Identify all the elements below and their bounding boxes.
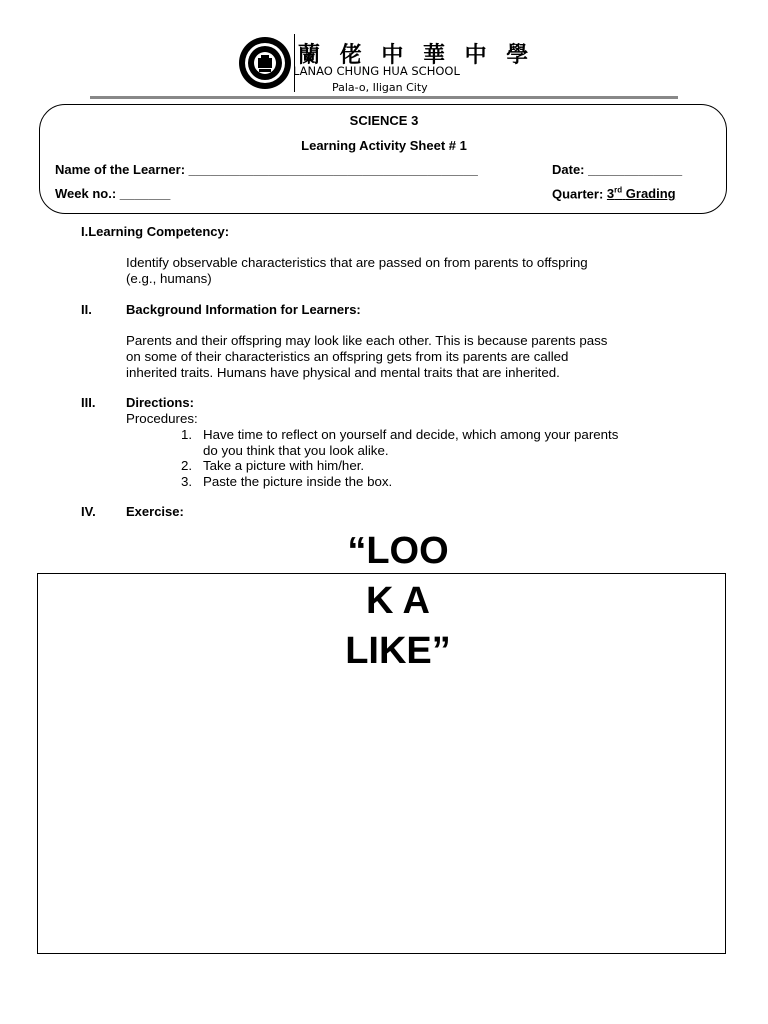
exercise-heading: Exercise:	[126, 504, 184, 519]
exercise-title	[258, 526, 538, 676]
bg-line: inherited traits. Humans have physical and mental traits that are inherited.	[126, 365, 560, 380]
bg-heading: Background Information for Learners:	[126, 302, 361, 317]
header-rule	[90, 96, 678, 99]
bg-number: II.	[81, 302, 92, 317]
school-seal-icon	[238, 36, 292, 90]
quarter-label: Quarter:	[552, 186, 604, 202]
directions-heading: Directions:	[126, 395, 194, 410]
learner-name-row	[55, 162, 478, 177]
learner-name-label: Name of the Learner:	[55, 162, 186, 177]
step-text: Paste the picture inside the box.	[203, 474, 393, 489]
step-number: 1.	[181, 427, 193, 442]
competency-heading: I.Learning Competency:	[81, 224, 230, 239]
competency-line: Identify observable characteristics that are passed on from parents to offspring	[126, 255, 588, 270]
step-number: 3.	[181, 474, 193, 489]
procedures-label: Procedures:	[126, 411, 198, 426]
exercise-title-line: “LOO	[347, 530, 449, 572]
school-name: LANAO CHUNG HUA SCHOOL	[293, 64, 460, 78]
exercise-number: IV.	[81, 504, 96, 519]
competency-line: (e.g., humans)	[126, 271, 212, 286]
step-text	[203, 427, 618, 459]
competency-text	[126, 255, 588, 287]
quarter-number: 3	[606, 186, 615, 202]
header-divider	[294, 34, 295, 92]
step-line: Have time to reflect on yourself and decide, which among your parents	[203, 427, 619, 442]
quarter-value	[607, 186, 676, 201]
week-row	[55, 186, 170, 201]
week-blank[interactable]: _______	[119, 186, 171, 201]
step-text: Take a picture with him/her.	[203, 458, 365, 473]
bg-text	[126, 333, 607, 381]
step-line: do you think that you look alike.	[203, 443, 389, 458]
bg-line: Parents and their offspring may look like each other. This is because parents pass	[126, 333, 608, 348]
quarter-suffix: rd	[614, 186, 623, 195]
week-label: Week no.:	[55, 186, 117, 201]
exercise-title-line: LIKE”	[345, 630, 451, 672]
step-number: 2.	[181, 458, 193, 473]
subject-title: SCIENCE 3	[349, 113, 419, 128]
school-chinese-name: 蘭 佬 中 華 中 學	[298, 42, 535, 68]
quarter-grading: Grading	[625, 186, 676, 202]
learner-name-blank[interactable]: ________________________________________	[188, 162, 478, 177]
date-label: Date:	[552, 162, 585, 177]
exercise-title-line: K A	[365, 580, 431, 622]
date-row	[552, 162, 682, 177]
school-address: Pala-o, Iligan City	[332, 81, 428, 94]
date-blank[interactable]: _____________	[588, 162, 683, 177]
quarter-row	[552, 186, 676, 201]
activity-sheet-title: Learning Activity Sheet # 1	[301, 138, 467, 153]
directions-number: III.	[81, 395, 96, 410]
bg-line: on some of their characteristics an offspring gets from its parents are called	[126, 349, 569, 364]
